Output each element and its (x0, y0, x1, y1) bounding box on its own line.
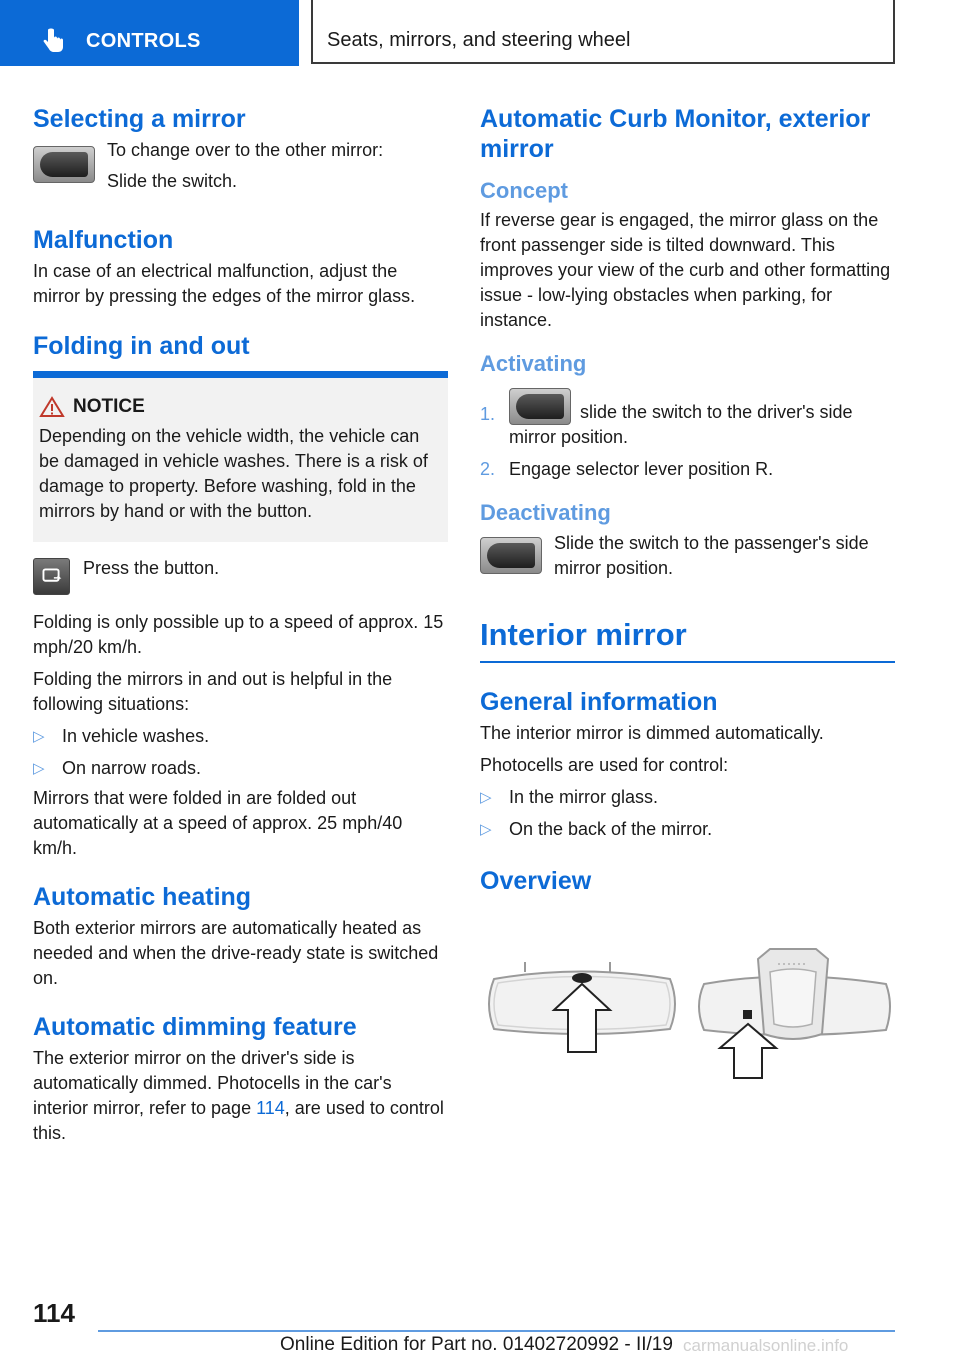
list-item-text: On narrow roads. (62, 758, 202, 778)
heating-heading: Automatic heating (33, 883, 252, 911)
watermark: carmanualsonline.info (683, 1336, 849, 1355)
mirror-switch-image (33, 146, 95, 183)
interior-mirror-illustration (480, 944, 895, 1079)
list-item-text: On the back of the mirror. (509, 819, 713, 840)
edition-text: Online Edition for Part no. 01402720992 - II/19 (280, 1334, 673, 1355)
selecting-heading: Selecting a mirror (33, 105, 246, 133)
interior-heading: Interior mirror (480, 617, 687, 653)
notice-title: NOTICE (73, 396, 145, 417)
heating-text: Both exterior mirrors are automatically heated as needed and when the drive-ready state is switched on. (33, 918, 439, 988)
general-text-2: Photocells are used for control: (480, 755, 729, 776)
page-number: 114 (33, 1298, 75, 1328)
mirror-switch-image (480, 537, 542, 574)
step-text: slide the switch to the driver's side mirror position. (509, 401, 853, 447)
list-item (33, 724, 448, 749)
deactivating-text: Slide the switch to the passenger's side mirror position. (554, 533, 869, 579)
curb-heading: Automatic Curb Monitor, exterior mirror (480, 105, 871, 163)
triangle-bullet-icon: ▷ (480, 789, 492, 807)
folding-text-3: Mirrors that were folded in are folded out automatically at a speed of approx. 25 mph/40 km/h. (33, 788, 403, 858)
section-label: CONTROLS (86, 30, 201, 52)
triangle-bullet-icon: ▷ (33, 760, 45, 777)
notice-rule (33, 371, 448, 378)
triangle-bullet-icon: ▷ (480, 821, 492, 839)
footer-rule (98, 1330, 895, 1332)
list-item-text: In the mirror glass. (509, 787, 659, 808)
notice-text: Depending on the vehicle width, the vehicle can be damaged in vehicle washes. There is a risk of damage to property. Before washing, fold in the mirrors by hand or with the button. (39, 426, 428, 521)
folding-heading: Folding in and out (33, 332, 250, 360)
left-column (33, 100, 448, 1146)
fold-mirror-icon (34, 559, 69, 594)
fold-button-block (33, 556, 448, 604)
dimming-text (33, 1046, 448, 1146)
list-item (33, 756, 448, 781)
deactivating-heading: Deactivating (480, 499, 611, 525)
interior-rule (480, 661, 895, 663)
notice-box (33, 378, 448, 542)
section-tab (0, 0, 299, 66)
chapter-box (311, 0, 895, 64)
step-body (509, 388, 895, 450)
list-item (480, 817, 895, 842)
deactivating-block (480, 531, 895, 587)
chapter-title: Seats, mirrors, and steering wheel (327, 29, 631, 51)
general-text-1: The interior mirror is dimmed automatically. (480, 723, 824, 744)
selecting-text-1: To change over to the other mirror: (107, 140, 384, 160)
step-number: 2. (480, 458, 496, 479)
activating-heading: Activating (480, 351, 587, 377)
overview-heading: Overview (480, 867, 592, 896)
warning-triangle-icon (39, 396, 65, 418)
list-item (480, 785, 895, 810)
general-heading: General information (480, 688, 718, 717)
step-number: 1. (480, 403, 496, 424)
dimming-text-part: The exterior mirror on the driver's side is automatically dimmed. Photocells in the car's interior mirror, refer to page (33, 1048, 392, 1118)
dimming-text-part: , are used to control this. (33, 1098, 444, 1143)
folding-text-1: Folding is only possible up to a speed of approx. 15 mph/20 km/h. (33, 612, 444, 657)
triangle-bullet-icon: ▷ (33, 728, 45, 745)
page-header (0, 0, 960, 66)
selecting-text-2: Slide the switch. (107, 171, 238, 191)
folding-text-2: Folding the mirrors in and out is helpful in the following situations: (33, 669, 393, 714)
malfunction-heading: Malfunction (33, 226, 174, 254)
selecting-block (33, 138, 448, 206)
step-item (480, 388, 895, 450)
concept-heading: Concept (480, 178, 568, 203)
malfunction-text: In case of an electrical malfunction, adjust the mirror by pressing the edges of the mirror glass. (33, 261, 416, 306)
step-text: Engage selector lever position R. (509, 458, 774, 479)
hand-touch-icon (40, 28, 66, 54)
press-button-text: Press the button. (83, 558, 220, 578)
right-column (480, 100, 895, 1084)
mirror-switch-image (509, 388, 571, 425)
concept-text: If reverse gear is engaged, the mirror glass on the front passenger side is tilted downward. This improves your view of the curb and other formatting issue - low-lying obstacles when parking, for instance. (480, 210, 891, 331)
list-item-text: In vehicle washes. (62, 726, 210, 746)
dimming-heading: Automatic dimming feature (33, 1013, 357, 1041)
page-link[interactable]: 114 (256, 1098, 285, 1118)
fold-mirror-button-image (33, 558, 70, 595)
step-item (480, 457, 895, 482)
notice-title-row (39, 396, 440, 418)
